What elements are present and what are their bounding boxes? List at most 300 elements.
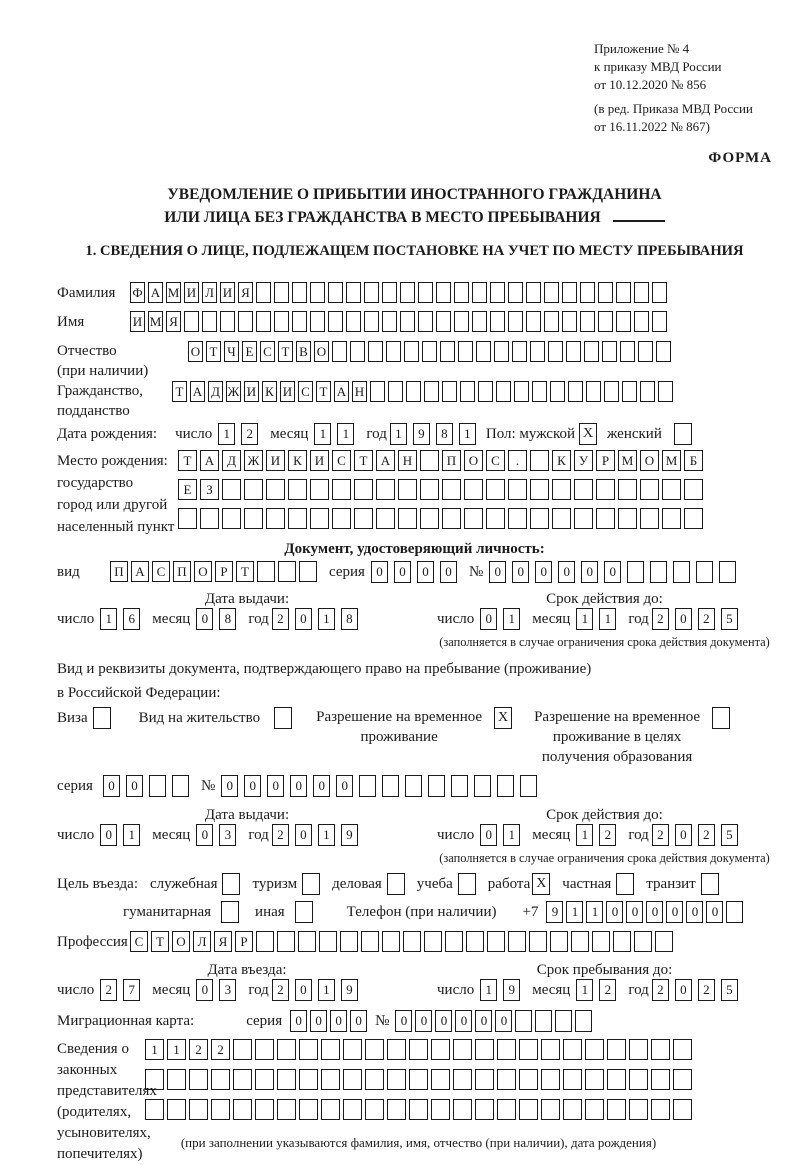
grid-cell[interactable] bbox=[719, 561, 736, 583]
grid-cell[interactable] bbox=[684, 479, 703, 500]
grid-cell[interactable] bbox=[424, 931, 442, 952]
grid-cell[interactable]: 0 bbox=[455, 1010, 472, 1032]
grid-cell[interactable] bbox=[475, 1099, 494, 1120]
grid-cell[interactable]: И bbox=[184, 282, 199, 303]
grid-cell[interactable]: 2 bbox=[241, 423, 258, 445]
grid-cell[interactable] bbox=[388, 381, 403, 402]
grid-cell[interactable]: 0 bbox=[371, 561, 388, 583]
grid-cell[interactable]: И bbox=[266, 450, 285, 471]
grid-cell[interactable] bbox=[387, 1069, 406, 1090]
grid-cell[interactable] bbox=[530, 450, 549, 471]
grid-cell[interactable]: 2 bbox=[599, 979, 616, 1001]
grid-cell[interactable] bbox=[584, 341, 599, 362]
grid-cell[interactable] bbox=[310, 508, 329, 529]
grid-cell[interactable]: И bbox=[310, 450, 329, 471]
grid-cell[interactable]: 0 bbox=[675, 824, 692, 846]
grid-cell[interactable]: Т bbox=[151, 931, 169, 952]
grid-cell[interactable]: 0 bbox=[666, 901, 683, 923]
grid-cell[interactable] bbox=[364, 282, 379, 303]
grid-cell[interactable] bbox=[651, 1099, 670, 1120]
grid-cell[interactable]: 0 bbox=[417, 561, 434, 583]
grid-cell[interactable]: Д bbox=[222, 450, 241, 471]
grid-cell[interactable]: 0 bbox=[415, 1010, 432, 1032]
grid-cell[interactable] bbox=[497, 1099, 516, 1120]
grid-cell[interactable]: 0 bbox=[290, 775, 307, 797]
grid-cell[interactable] bbox=[298, 931, 316, 952]
grid-cell[interactable]: 2 bbox=[652, 608, 669, 630]
grid-cell[interactable]: 1 bbox=[576, 979, 593, 1001]
grid-cell[interactable]: Ф bbox=[130, 282, 145, 303]
grid-cell[interactable] bbox=[424, 381, 439, 402]
grid-cell[interactable] bbox=[436, 282, 451, 303]
grid-cell[interactable]: 1 bbox=[318, 979, 335, 1001]
grid-cell[interactable]: 2 bbox=[211, 1039, 230, 1060]
grid-cell[interactable] bbox=[640, 479, 659, 500]
grid-cell[interactable] bbox=[277, 931, 295, 952]
grid-cell[interactable] bbox=[220, 311, 235, 332]
grid-cell[interactable]: 2 bbox=[698, 824, 715, 846]
grid-cell[interactable]: Л bbox=[193, 931, 211, 952]
grid-cell[interactable]: 1 bbox=[503, 824, 520, 846]
grid-cell[interactable] bbox=[563, 1099, 582, 1120]
grid-cell[interactable] bbox=[405, 775, 422, 797]
grid-cell[interactable]: О bbox=[188, 341, 203, 362]
grid-cell[interactable] bbox=[526, 311, 541, 332]
grid-cell[interactable] bbox=[244, 479, 263, 500]
grid-cell[interactable]: С bbox=[152, 561, 170, 582]
grid-cell[interactable] bbox=[288, 479, 307, 500]
grid-cell[interactable]: 0 bbox=[480, 608, 497, 630]
grid-cell[interactable]: Т bbox=[316, 381, 331, 402]
grid-cell[interactable]: У bbox=[574, 450, 593, 471]
grid-cell[interactable] bbox=[368, 341, 383, 362]
grid-cell[interactable]: Ж bbox=[226, 381, 241, 402]
grid-cell[interactable] bbox=[508, 311, 523, 332]
grid-cell[interactable]: Я bbox=[166, 311, 181, 332]
grid-cell[interactable] bbox=[460, 381, 475, 402]
grid-cell[interactable]: 0 bbox=[675, 979, 692, 1001]
grid-cell[interactable]: 0 bbox=[290, 1010, 307, 1032]
grid-cell[interactable]: М bbox=[148, 311, 163, 332]
grid-cell[interactable]: 9 bbox=[503, 979, 520, 1001]
grid-cell[interactable]: . bbox=[508, 450, 527, 471]
grid-cell[interactable] bbox=[145, 1069, 164, 1090]
grid-cell[interactable] bbox=[409, 1039, 428, 1060]
grid-cell[interactable] bbox=[167, 1099, 186, 1120]
grid-cell[interactable] bbox=[580, 282, 595, 303]
purpose-humanitarian-checkbox[interactable] bbox=[221, 901, 239, 923]
grid-cell[interactable]: А bbox=[334, 381, 349, 402]
grid-cell[interactable] bbox=[382, 311, 397, 332]
grid-cell[interactable] bbox=[586, 381, 601, 402]
grid-cell[interactable]: 1 bbox=[566, 901, 583, 923]
grid-cell[interactable] bbox=[530, 479, 549, 500]
grid-cell[interactable]: А bbox=[148, 282, 163, 303]
grid-cell[interactable] bbox=[299, 1069, 318, 1090]
grid-cell[interactable] bbox=[616, 311, 631, 332]
grid-cell[interactable] bbox=[454, 282, 469, 303]
grid-cell[interactable]: 0 bbox=[100, 824, 117, 846]
grid-cell[interactable]: Р bbox=[235, 931, 253, 952]
grid-cell[interactable] bbox=[508, 479, 527, 500]
grid-cell[interactable]: 0 bbox=[103, 775, 120, 797]
grid-cell[interactable] bbox=[566, 341, 581, 362]
grid-cell[interactable] bbox=[552, 508, 571, 529]
grid-cell[interactable]: К bbox=[262, 381, 277, 402]
grid-cell[interactable] bbox=[409, 1099, 428, 1120]
grid-cell[interactable]: 0 bbox=[126, 775, 143, 797]
grid-cell[interactable]: Ж bbox=[244, 450, 263, 471]
grid-cell[interactable] bbox=[387, 1099, 406, 1120]
grid-cell[interactable] bbox=[420, 508, 439, 529]
grid-cell[interactable]: В bbox=[296, 341, 311, 362]
grid-cell[interactable]: 0 bbox=[221, 775, 238, 797]
grid-cell[interactable] bbox=[574, 508, 593, 529]
grid-cell[interactable]: 1 bbox=[576, 608, 593, 630]
grid-cell[interactable] bbox=[400, 311, 415, 332]
grid-cell[interactable]: Д bbox=[208, 381, 223, 402]
grid-cell[interactable] bbox=[535, 1010, 552, 1032]
grid-cell[interactable] bbox=[310, 311, 325, 332]
grid-cell[interactable]: 0 bbox=[295, 608, 312, 630]
grid-cell[interactable]: Ч bbox=[224, 341, 239, 362]
grid-cell[interactable] bbox=[211, 1069, 230, 1090]
grid-cell[interactable] bbox=[346, 311, 361, 332]
grid-cell[interactable] bbox=[370, 381, 385, 402]
grid-cell[interactable] bbox=[343, 1069, 362, 1090]
grid-cell[interactable] bbox=[233, 1069, 252, 1090]
grid-cell[interactable] bbox=[598, 282, 613, 303]
grid-cell[interactable] bbox=[145, 1099, 164, 1120]
grid-cell[interactable] bbox=[476, 341, 491, 362]
grid-cell[interactable] bbox=[607, 1039, 626, 1060]
grid-cell[interactable] bbox=[453, 1069, 472, 1090]
grid-cell[interactable] bbox=[418, 282, 433, 303]
grid-cell[interactable]: 1 bbox=[599, 608, 616, 630]
grid-cell[interactable] bbox=[520, 775, 537, 797]
grid-cell[interactable]: 0 bbox=[394, 561, 411, 583]
grid-cell[interactable]: О bbox=[640, 450, 659, 471]
grid-cell[interactable] bbox=[332, 479, 351, 500]
grid-cell[interactable] bbox=[532, 381, 547, 402]
grid-cell[interactable] bbox=[346, 282, 361, 303]
grid-cell[interactable] bbox=[475, 1069, 494, 1090]
grid-cell[interactable] bbox=[354, 508, 373, 529]
grid-cell[interactable] bbox=[167, 1069, 186, 1090]
grid-cell[interactable] bbox=[541, 1099, 560, 1120]
grid-cell[interactable]: И bbox=[280, 381, 295, 402]
male-checkbox[interactable]: X bbox=[579, 423, 597, 445]
grid-cell[interactable] bbox=[200, 508, 219, 529]
grid-cell[interactable] bbox=[629, 1099, 648, 1120]
purpose-transit-checkbox[interactable] bbox=[701, 873, 719, 895]
grid-cell[interactable] bbox=[585, 1099, 604, 1120]
grid-cell[interactable]: 1 bbox=[218, 423, 235, 445]
grid-cell[interactable]: К bbox=[552, 450, 571, 471]
grid-cell[interactable]: 0 bbox=[440, 561, 457, 583]
grid-cell[interactable] bbox=[616, 282, 631, 303]
grid-cell[interactable] bbox=[458, 341, 473, 362]
grid-cell[interactable] bbox=[574, 479, 593, 500]
grid-cell[interactable] bbox=[634, 282, 649, 303]
grid-cell[interactable] bbox=[319, 931, 337, 952]
grid-cell[interactable] bbox=[486, 508, 505, 529]
grid-cell[interactable] bbox=[310, 282, 325, 303]
grid-cell[interactable]: 1 bbox=[576, 824, 593, 846]
grid-cell[interactable]: 0 bbox=[310, 1010, 327, 1032]
grid-cell[interactable]: 2 bbox=[272, 979, 289, 1001]
grid-cell[interactable] bbox=[508, 282, 523, 303]
grid-cell[interactable] bbox=[464, 479, 483, 500]
grid-cell[interactable] bbox=[149, 775, 166, 797]
grid-cell[interactable] bbox=[673, 1099, 692, 1120]
grid-cell[interactable] bbox=[497, 1069, 516, 1090]
grid-cell[interactable] bbox=[398, 508, 417, 529]
grid-cell[interactable] bbox=[442, 479, 461, 500]
grid-cell[interactable] bbox=[420, 479, 439, 500]
grid-cell[interactable] bbox=[519, 1039, 538, 1060]
grid-cell[interactable]: 5 bbox=[721, 824, 738, 846]
grid-cell[interactable]: А bbox=[131, 561, 149, 582]
grid-cell[interactable] bbox=[376, 479, 395, 500]
grid-cell[interactable] bbox=[497, 1039, 516, 1060]
grid-cell[interactable] bbox=[332, 508, 351, 529]
grid-cell[interactable] bbox=[386, 341, 401, 362]
grid-cell[interactable]: 2 bbox=[698, 608, 715, 630]
grid-cell[interactable]: 1 bbox=[145, 1039, 164, 1060]
grid-cell[interactable]: 5 bbox=[721, 979, 738, 1001]
grid-cell[interactable] bbox=[328, 282, 343, 303]
grid-cell[interactable]: 1 bbox=[337, 423, 354, 445]
grid-cell[interactable] bbox=[292, 282, 307, 303]
grid-cell[interactable]: Р bbox=[215, 561, 233, 582]
grid-cell[interactable] bbox=[544, 282, 559, 303]
grid-cell[interactable]: Я bbox=[214, 931, 232, 952]
grid-cell[interactable] bbox=[673, 561, 690, 583]
grid-cell[interactable] bbox=[607, 1099, 626, 1120]
residence-permit-checkbox[interactable] bbox=[274, 707, 292, 729]
grid-cell[interactable]: Т bbox=[178, 450, 197, 471]
grid-cell[interactable]: Т bbox=[172, 381, 187, 402]
grid-cell[interactable]: С bbox=[260, 341, 275, 362]
grid-cell[interactable] bbox=[382, 282, 397, 303]
grid-cell[interactable] bbox=[662, 508, 681, 529]
grid-cell[interactable] bbox=[354, 479, 373, 500]
grid-cell[interactable] bbox=[403, 931, 421, 952]
grid-cell[interactable] bbox=[202, 311, 217, 332]
grid-cell[interactable] bbox=[398, 479, 417, 500]
grid-cell[interactable] bbox=[256, 282, 271, 303]
grid-cell[interactable]: 1 bbox=[318, 608, 335, 630]
grid-cell[interactable] bbox=[515, 1010, 532, 1032]
grid-cell[interactable] bbox=[406, 381, 421, 402]
grid-cell[interactable]: 0 bbox=[295, 979, 312, 1001]
grid-cell[interactable]: 0 bbox=[626, 901, 643, 923]
grid-cell[interactable]: 8 bbox=[341, 608, 358, 630]
female-checkbox[interactable] bbox=[674, 423, 692, 445]
grid-cell[interactable]: 0 bbox=[675, 608, 692, 630]
grid-cell[interactable] bbox=[364, 311, 379, 332]
grid-cell[interactable]: 0 bbox=[196, 824, 213, 846]
grid-cell[interactable]: 1 bbox=[100, 608, 117, 630]
grid-cell[interactable] bbox=[343, 1099, 362, 1120]
grid-cell[interactable]: 0 bbox=[686, 901, 703, 923]
grid-cell[interactable] bbox=[544, 311, 559, 332]
grid-cell[interactable] bbox=[478, 381, 493, 402]
grid-cell[interactable]: Т bbox=[278, 341, 293, 362]
grid-cell[interactable] bbox=[442, 508, 461, 529]
grid-cell[interactable]: 0 bbox=[196, 608, 213, 630]
grid-cell[interactable]: 1 bbox=[167, 1039, 186, 1060]
grid-cell[interactable] bbox=[431, 1099, 450, 1120]
grid-cell[interactable] bbox=[634, 311, 649, 332]
grid-cell[interactable]: 7 bbox=[123, 979, 140, 1001]
grid-cell[interactable]: 2 bbox=[272, 608, 289, 630]
grid-cell[interactable] bbox=[211, 1099, 230, 1120]
grid-cell[interactable]: 0 bbox=[512, 561, 529, 583]
grid-cell[interactable]: Т bbox=[206, 341, 221, 362]
grid-cell[interactable] bbox=[629, 1069, 648, 1090]
grid-cell[interactable] bbox=[541, 1039, 560, 1060]
grid-cell[interactable]: 9 bbox=[413, 423, 430, 445]
grid-cell[interactable] bbox=[420, 450, 439, 471]
grid-cell[interactable] bbox=[350, 341, 365, 362]
grid-cell[interactable] bbox=[607, 1069, 626, 1090]
grid-cell[interactable]: К bbox=[288, 450, 307, 471]
grid-cell[interactable] bbox=[618, 479, 637, 500]
grid-cell[interactable] bbox=[563, 1039, 582, 1060]
grid-cell[interactable]: М bbox=[166, 282, 181, 303]
grid-cell[interactable] bbox=[340, 931, 358, 952]
grid-cell[interactable] bbox=[519, 1069, 538, 1090]
grid-cell[interactable] bbox=[328, 311, 343, 332]
grid-cell[interactable] bbox=[486, 479, 505, 500]
grid-cell[interactable]: 1 bbox=[586, 901, 603, 923]
grid-cell[interactable] bbox=[585, 1039, 604, 1060]
grid-cell[interactable] bbox=[472, 311, 487, 332]
grid-cell[interactable]: 0 bbox=[350, 1010, 367, 1032]
grid-cell[interactable]: 0 bbox=[646, 901, 663, 923]
grid-cell[interactable]: О bbox=[314, 341, 329, 362]
grid-cell[interactable]: 0 bbox=[295, 824, 312, 846]
grid-cell[interactable]: 0 bbox=[495, 1010, 512, 1032]
grid-cell[interactable]: 3 bbox=[219, 824, 236, 846]
grid-cell[interactable] bbox=[361, 931, 379, 952]
grid-cell[interactable] bbox=[451, 775, 468, 797]
grid-cell[interactable] bbox=[497, 775, 514, 797]
grid-cell[interactable] bbox=[409, 1069, 428, 1090]
grid-cell[interactable]: 0 bbox=[330, 1010, 347, 1032]
grid-cell[interactable] bbox=[404, 341, 419, 362]
grid-cell[interactable]: 0 bbox=[435, 1010, 452, 1032]
grid-cell[interactable] bbox=[178, 508, 197, 529]
grid-cell[interactable] bbox=[359, 775, 376, 797]
purpose-business-checkbox[interactable] bbox=[387, 873, 405, 895]
grid-cell[interactable] bbox=[651, 1039, 670, 1060]
grid-cell[interactable] bbox=[596, 508, 615, 529]
temp-residence-edu-checkbox[interactable] bbox=[712, 707, 730, 729]
grid-cell[interactable] bbox=[274, 282, 289, 303]
grid-cell[interactable]: П bbox=[110, 561, 128, 582]
grid-cell[interactable] bbox=[562, 282, 577, 303]
grid-cell[interactable] bbox=[519, 1099, 538, 1120]
grid-cell[interactable] bbox=[530, 341, 545, 362]
grid-cell[interactable]: 0 bbox=[535, 561, 552, 583]
grid-cell[interactable]: З bbox=[200, 479, 219, 500]
grid-cell[interactable] bbox=[490, 311, 505, 332]
grid-cell[interactable]: Р bbox=[596, 450, 615, 471]
grid-cell[interactable] bbox=[255, 1039, 274, 1060]
grid-cell[interactable]: С bbox=[130, 931, 148, 952]
grid-cell[interactable] bbox=[634, 931, 652, 952]
grid-cell[interactable] bbox=[475, 1039, 494, 1060]
grid-cell[interactable] bbox=[562, 311, 577, 332]
grid-cell[interactable]: А bbox=[190, 381, 205, 402]
grid-cell[interactable] bbox=[189, 1099, 208, 1120]
grid-cell[interactable] bbox=[650, 561, 667, 583]
grid-cell[interactable] bbox=[548, 341, 563, 362]
grid-cell[interactable] bbox=[292, 311, 307, 332]
grid-cell[interactable] bbox=[571, 931, 589, 952]
grid-cell[interactable] bbox=[512, 341, 527, 362]
grid-cell[interactable]: 8 bbox=[436, 423, 453, 445]
grid-cell[interactable] bbox=[575, 1010, 592, 1032]
grid-cell[interactable] bbox=[555, 1010, 572, 1032]
grid-cell[interactable] bbox=[172, 775, 189, 797]
grid-cell[interactable] bbox=[552, 479, 571, 500]
grid-cell[interactable]: С bbox=[486, 450, 505, 471]
grid-cell[interactable] bbox=[563, 1069, 582, 1090]
grid-cell[interactable] bbox=[550, 931, 568, 952]
grid-cell[interactable] bbox=[222, 508, 241, 529]
grid-cell[interactable] bbox=[585, 1069, 604, 1090]
grid-cell[interactable]: С bbox=[332, 450, 351, 471]
grid-cell[interactable]: 0 bbox=[244, 775, 261, 797]
grid-cell[interactable] bbox=[440, 341, 455, 362]
grid-cell[interactable] bbox=[299, 561, 317, 582]
grid-cell[interactable] bbox=[365, 1069, 384, 1090]
grid-cell[interactable]: 0 bbox=[706, 901, 723, 923]
grid-cell[interactable] bbox=[490, 282, 505, 303]
grid-cell[interactable] bbox=[299, 1099, 318, 1120]
grid-cell[interactable] bbox=[431, 1039, 450, 1060]
grid-cell[interactable] bbox=[255, 1099, 274, 1120]
grid-cell[interactable] bbox=[445, 931, 463, 952]
grid-cell[interactable]: 0 bbox=[267, 775, 284, 797]
grid-cell[interactable]: Н bbox=[352, 381, 367, 402]
grid-cell[interactable] bbox=[514, 381, 529, 402]
grid-cell[interactable]: Е bbox=[178, 479, 197, 500]
grid-cell[interactable]: М bbox=[618, 450, 637, 471]
grid-cell[interactable] bbox=[618, 508, 637, 529]
grid-cell[interactable]: 2 bbox=[100, 979, 117, 1001]
grid-cell[interactable] bbox=[453, 1099, 472, 1120]
grid-cell[interactable] bbox=[550, 381, 565, 402]
grid-cell[interactable] bbox=[321, 1069, 340, 1090]
grid-cell[interactable] bbox=[627, 561, 644, 583]
grid-cell[interactable] bbox=[508, 508, 527, 529]
grid-cell[interactable] bbox=[310, 479, 329, 500]
grid-cell[interactable] bbox=[189, 1069, 208, 1090]
grid-cell[interactable] bbox=[622, 381, 637, 402]
grid-cell[interactable]: М bbox=[662, 450, 681, 471]
grid-cell[interactable] bbox=[508, 931, 526, 952]
grid-cell[interactable]: 3 bbox=[219, 979, 236, 1001]
grid-cell[interactable]: О bbox=[464, 450, 483, 471]
grid-cell[interactable] bbox=[376, 508, 395, 529]
grid-cell[interactable] bbox=[382, 775, 399, 797]
temp-residence-checkbox[interactable]: X bbox=[494, 707, 512, 729]
